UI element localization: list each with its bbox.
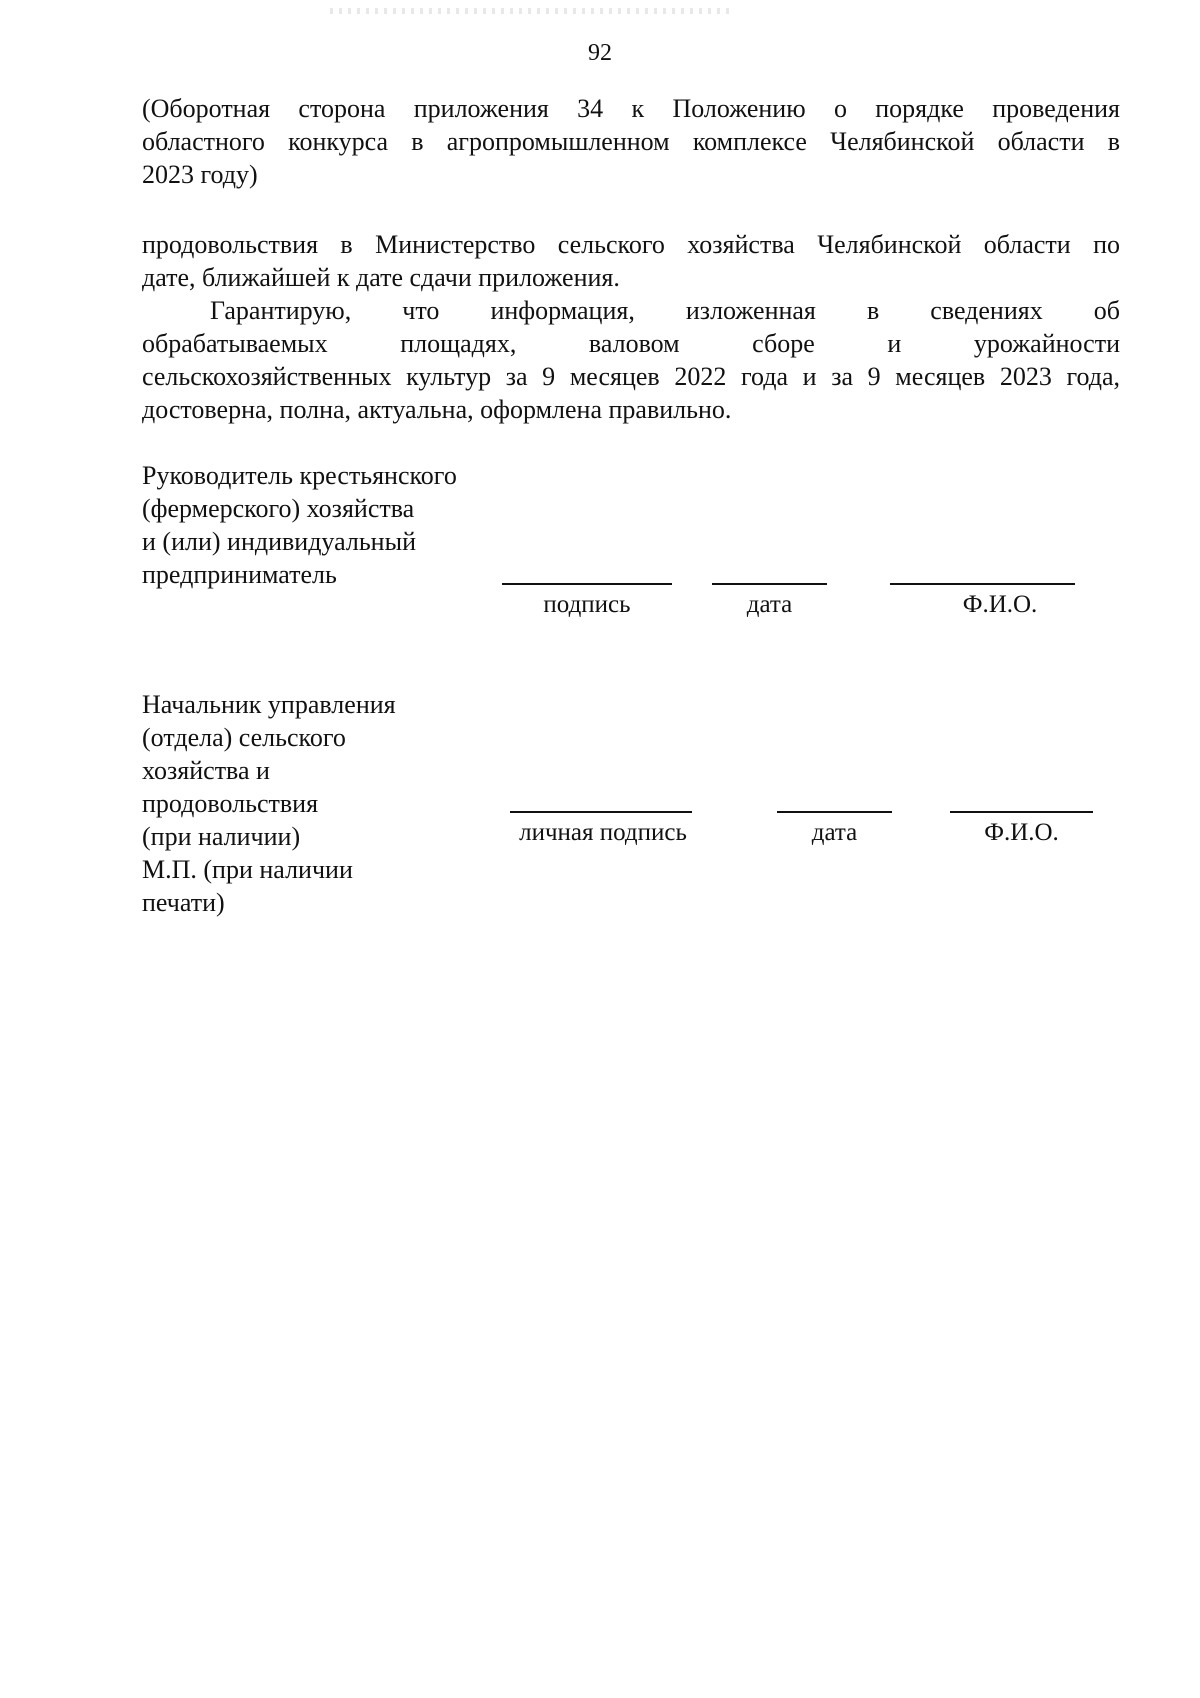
department-head-label <box>142 688 396 919</box>
farm-date-line[interactable] <box>712 583 827 585</box>
label-line: продовольствия <box>142 789 319 818</box>
department-name-caption: Ф.И.О. <box>984 819 1059 846</box>
body-line: обрабатываемых площадях, валовом сборе и урожайности <box>142 329 1120 358</box>
farm-date-caption: дата <box>746 591 793 618</box>
label-line: (фермерского) хозяйства <box>142 494 415 523</box>
label-line: печати) <box>142 888 225 917</box>
farm-name-line[interactable] <box>890 583 1075 585</box>
farm-head-label <box>142 459 457 591</box>
label-line: и (или) индивидуальный <box>142 527 416 556</box>
department-signature-line[interactable] <box>510 811 692 813</box>
body-line: Гарантирую, что информация, изложенная в сведениях об <box>210 296 1120 325</box>
heading-line: (Оборотная сторона приложения 34 к Положению о порядке проведения <box>142 94 1120 123</box>
label-line: М.П. (при наличии <box>142 855 353 884</box>
farm-name-caption: Ф.И.О. <box>962 591 1038 618</box>
label-line: хозяйства и <box>142 756 270 785</box>
appendix-heading <box>142 92 1120 191</box>
body-text <box>142 228 1120 426</box>
heading-line: 2023 году) <box>142 160 258 189</box>
label-line: предприниматель <box>142 560 337 589</box>
department-date-line[interactable] <box>777 811 892 813</box>
department-name-line[interactable] <box>950 811 1093 813</box>
label-line: (отдела) сельского <box>142 723 346 752</box>
label-line: Начальник управления <box>142 690 396 719</box>
page-number: 92 <box>588 40 612 66</box>
farm-signature-caption: подпись <box>543 591 631 618</box>
body-line: достоверна, полна, актуальна, оформлена правильно. <box>142 395 732 424</box>
body-line: продовольствия в Министерство сельского хозяйства Челябинской области по <box>142 230 1120 259</box>
scan-artifact <box>330 8 730 14</box>
department-date-caption: дата <box>811 819 858 846</box>
department-signature-caption: личная подпись <box>519 819 687 846</box>
body-line: сельскохозяйственных культур за 9 месяцев 2022 года и за 9 месяцев 2023 года, <box>142 362 1120 391</box>
farm-signature-line[interactable] <box>502 583 672 585</box>
label-line: (при наличии) <box>142 822 301 851</box>
body-line: дате, ближайшей к дате сдачи приложения. <box>142 263 620 292</box>
label-line: Руководитель крестьянского <box>142 461 457 490</box>
heading-line: областного конкурса в агропромышленном комплексе Челябинской области в <box>142 127 1120 156</box>
